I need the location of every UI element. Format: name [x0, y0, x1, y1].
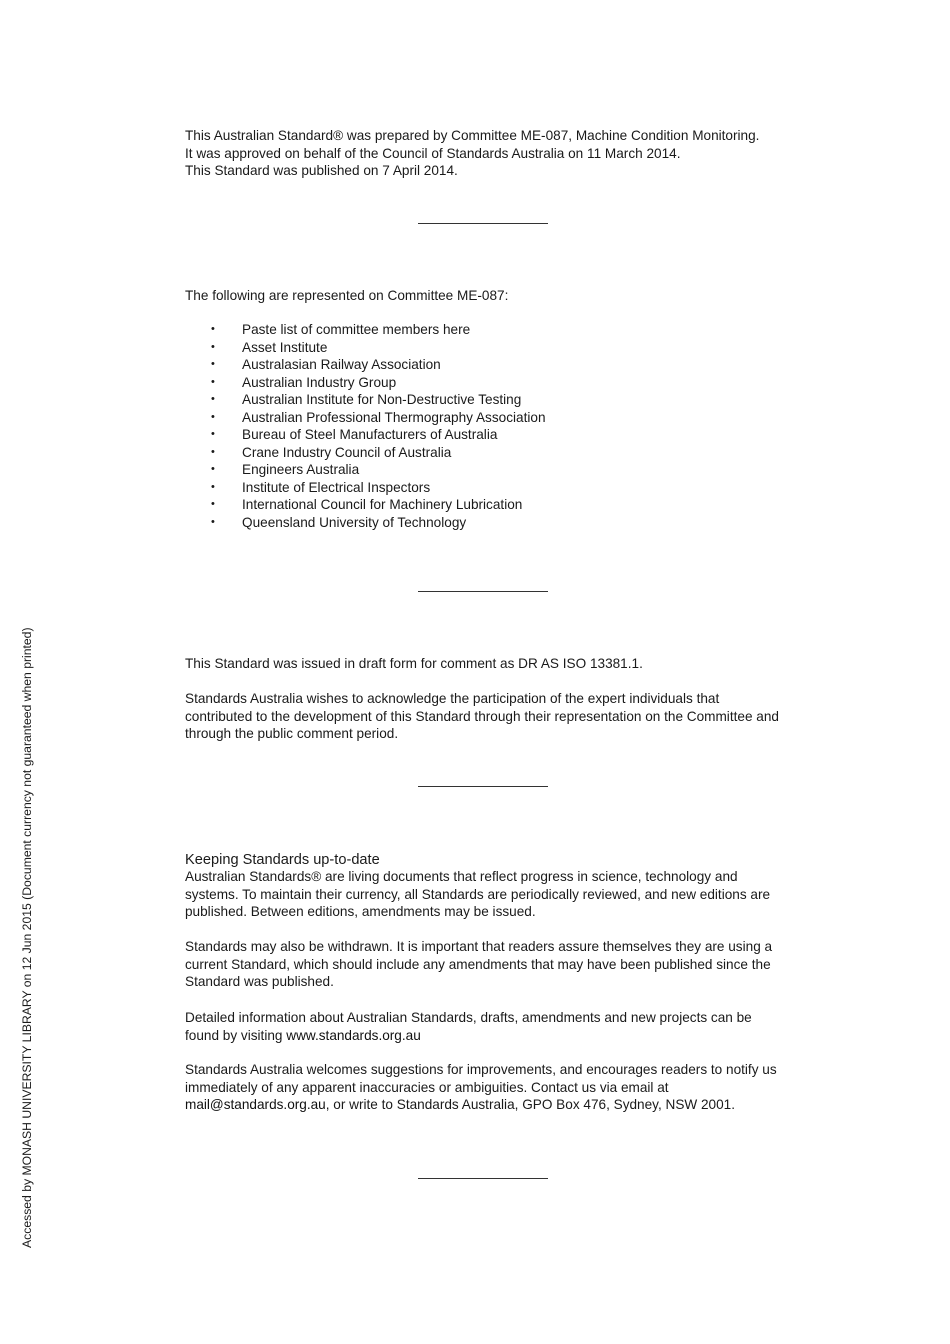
committee-member-name: Institute of Electrical Inspectors — [242, 479, 431, 495]
committee-member-item — [185, 339, 785, 357]
bullet-icon: • — [211, 498, 215, 510]
committee-member-item — [185, 409, 785, 427]
bullet-icon: • — [211, 323, 215, 335]
committee-member-name: Queensland University of Technology — [242, 514, 467, 530]
section-divider-4 — [418, 1178, 548, 1179]
acknowledgement-paragraph: Standards Australia wishes to acknowledge the participation of the expert individuals that contributed to the development of this Standard through their representation on the Committee and through the public comment period. — [185, 691, 779, 742]
committee-member-name: Australasian Railway Association — [242, 357, 441, 372]
committee-member-item — [185, 374, 785, 392]
bullet-icon: • — [211, 393, 215, 405]
committee-member-name: Paste list of committee members here — [242, 322, 471, 337]
committee-member-item — [185, 321, 785, 339]
preparation-notice — [185, 127, 785, 180]
committee-member-item — [185, 356, 785, 374]
bullet-icon: • — [211, 463, 215, 475]
committee-member-item — [185, 426, 785, 444]
keeping-up-to-date-heading: Keeping Standards up-to-date — [185, 852, 380, 868]
detailed-info-text: Detailed information about Australian Standards, drafts, amendments and new projects can be found by visiting — [185, 1010, 752, 1043]
section-divider-1 — [418, 223, 548, 224]
committee-intro: The following are represented on Committee ME-087: — [185, 288, 509, 303]
suggestions-text: Standards Australia welcomes suggestions for improvements, and encourages readers to notify us immediately of any apparent inaccuracies or ambiguities. Contact us via email at — [185, 1062, 777, 1095]
committee-member-item — [185, 444, 785, 462]
committee-member-name: Bureau of Steel Manufacturers of Australia — [242, 427, 498, 442]
suggestions-paragraph — [185, 1061, 785, 1114]
committee-member-item — [185, 391, 785, 409]
bullet-icon: • — [211, 410, 215, 423]
committee-member-name: Crane Industry Council of Australia — [242, 444, 452, 460]
draft-notice: This Standard was issued in draft form for comment as DR AS ISO 13381.1. — [185, 656, 643, 671]
committee-member-name: Australian Industry Group — [242, 374, 397, 390]
living-documents-paragraph: Australian Standards® are living documents that reflect progress in science, technology and systems. To maintain their currency, all Standards are periodically reviewed, and new editions are published. Between editions, amendments may be issued. — [185, 869, 771, 920]
approved-line: It was approved on behalf of the Council of Standards Australia on 11 March 2014. — [185, 145, 681, 161]
committee-member-name: Australian Professional Thermography Association — [242, 409, 546, 425]
bullet-icon: • — [211, 358, 215, 370]
committee-member-item — [185, 479, 785, 497]
committee-member-name: Australian Institute for Non-Destructive Testing — [242, 392, 522, 407]
bullet-icon: • — [211, 480, 215, 493]
committee-member-name: Engineers Australia — [242, 462, 360, 477]
bullet-icon: • — [211, 445, 215, 458]
committee-member-list — [185, 321, 785, 531]
detailed-info-paragraph — [185, 1009, 785, 1044]
prepared-by-line: This Australian Standard® was prepared by Committee ME-087, Machine Condition Monitoring. — [185, 128, 760, 143]
committee-member-item — [185, 514, 785, 532]
bullet-icon: • — [211, 340, 215, 353]
committee-member-item — [185, 461, 785, 479]
bullet-icon: • — [211, 375, 215, 388]
bullet-icon: • — [211, 515, 215, 528]
section-divider-2 — [418, 591, 548, 592]
email-link[interactable]: mail@standards.org.au — [185, 1097, 326, 1113]
withdrawn-paragraph: Standards may also be withdrawn. It is important that readers assure themselves they are using a current Standard, which should include any amendments that may have been published since the Standard was published. — [185, 939, 773, 990]
committee-member-name: Asset Institute — [242, 339, 328, 355]
published-line: This Standard was published on 7 April 2014. — [185, 163, 458, 179]
bullet-icon: • — [211, 428, 215, 440]
section-divider-3 — [418, 786, 548, 787]
postal-address-text: , or write to Standards Australia, GPO Box 476, Sydney, NSW 2001. — [325, 1097, 736, 1113]
access-watermark-note: Accessed by MONASH UNIVERSITY LIBRARY on 12 Jun 2015 (Document currency not guaranteed when printed) — [20, 627, 34, 1248]
standards-website-link[interactable]: www.standards.org.au — [286, 1027, 421, 1043]
committee-member-item — [185, 496, 785, 514]
committee-member-name: International Council for Machinery Lubrication — [242, 497, 523, 512]
